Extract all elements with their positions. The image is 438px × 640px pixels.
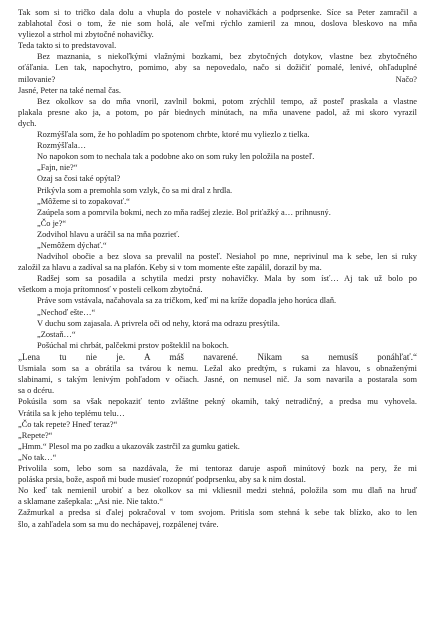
text-line: Tak som si to tričko dala dolu a vhupla do postele v nohavičkách a podprsenke. Síce sa Peter zamračil a [18, 8, 417, 17]
text-line: V duchu som zajasala. A privrela oči od nehy, ktorá ma odrazu presýtila. [37, 318, 280, 328]
text-line: „Hmm.“ Plesol ma po zadku a ukazovák zastrčil za gumku gatiek. [18, 441, 240, 451]
text-line: sa o dcéru. [18, 386, 55, 396]
text-line: a sklamane zašepkala: „Asi nie. Nie takto.“ [18, 497, 164, 507]
text-line: „Čo tak repete? Hneď teraz?“ [18, 419, 118, 429]
text-line: Jasné, Peter na také nemal čas. [18, 85, 122, 95]
text-line: Rozmýšľala… [37, 141, 86, 151]
text-line: „Lena tu nie je. A máš navarené. Nikam sa nemusíš ponáhľať.“ [18, 352, 417, 363]
text-line: „Môžeme si to zopakovať.“ [37, 196, 130, 206]
text-line: Bez okolkov sa do mňa vnoril, zavlnil bokmi, potom zrýchlil tempo, až posteľ praskala a vlastne [37, 96, 417, 106]
text-body [18, 7, 417, 530]
text-line: Bez maznania, s niekoľkými vlažnými bozkami, bez zbytočných dotykov, vlastne bez zbytočného [37, 52, 417, 62]
text-line: „Fajn, nie?“ [37, 163, 78, 173]
text-line: Nadvihol obočie a bez slova sa prevalil na posteľ. Nesiahol po mne, neprivinul ma k sebe, len si ruky [37, 252, 417, 262]
text-line: poláska prsia, bože, aspoň mi bude musieť rozopnúť podprsenku, aby sa k nim dostal. [18, 475, 306, 485]
text-line: No keď tak nemienil urobiť a bez okolkov sa mi vkliesnil medzi stehná, položila som mu dlaň na hruď [18, 486, 417, 496]
text-line: slabinami, s takým lenivým pohľadom v očiach. Jasné, on nemusel nič. Ja som navarila a postarala som [18, 375, 417, 385]
text-line: dych. [18, 118, 37, 128]
text-line: „No tak…“ [18, 452, 57, 462]
text-line: Teda takto si to predstavoval. [18, 41, 117, 51]
text-line: oťáľania. Len tak, napochytro, pomimo, aby sa nepovedalo, načo si dožičiť pomalé, lenivé, ohľaduplné [18, 63, 417, 73]
text-line: „Repete?“ [18, 430, 53, 440]
text-line: Vrátila sa k jeho teplému telu… [18, 408, 125, 418]
text-line: Pokúsila som sa však nepokaziť tento zvláštne pekný okamih, taký netradičný, a predsa mu vyhovela. [18, 397, 417, 407]
text-line: Zaúpela som a pomrvila bokmi, nech zo mňa radšej zlezie. Bol priťažký a… prihnusný. [37, 207, 331, 217]
text-line: „Nemôžem dýchať.“ [37, 240, 107, 250]
text-line: Zažmurkal a predsa si ďalej pokračoval v tom svojom. Pritisla som stehná k sebe tak blízko, ako to len [18, 508, 417, 518]
text-line: plakala presne ako ja, a potom, po pár biednych minútach, na mňa unavene padol, až mi skoro vyrazil [18, 107, 417, 117]
text-line: „Čo je?“ [37, 218, 67, 228]
text-line: všetkom a moja prítomnosť v posteli celkom zbytočná. [18, 285, 203, 295]
text-line: vyliezol a strhol mi zbytočné nohavičky. [18, 30, 154, 40]
text-line [18, 74, 417, 85]
text-line: Práve som vstávala, načahovala sa za tričkom, keď mi na kríže dopadla jeho horúca dlaň. [37, 296, 337, 306]
text-line: No napokon som to nechala tak a podobne ako on som ruky len položila na posteľ. [37, 152, 315, 162]
text-line: Radšej som sa posadila a schytila medzi prsty nohavičky. Mala by som ísť… Aj tak už bolo po [37, 274, 417, 284]
text-line-left: milovanie? [18, 74, 56, 84]
text-line: Zodvihol hlavu a uráčil sa na mňa pozrieť. [37, 229, 180, 239]
text-line: Privolila som, lebo som sa nazdávala, že mi tentoraz daruje aspoň minútový bozk na pery, že mi [18, 464, 417, 474]
text-line: Ozaj sa čosi také opýtal? [37, 174, 121, 184]
text-line: zablahotal čosi o tom, že nie som holá, ale veľmi rýchlo zamieril za mnou, doslova bleskovo na mňa [18, 19, 417, 29]
text-line: založil za hlavu a zadíval sa na plafón. Keby si v tom momente ešte zapálil, dorazil by ma. [18, 263, 322, 273]
text-line: „Nechoď ešte…“ [37, 307, 96, 317]
text-line: Usmiala som sa a obrátila sa tvárou k nemu. Ležal ako predtým, s rukami za hlavou, s obnaženými [18, 364, 417, 374]
text-line: „Zostaň…“ [37, 329, 76, 339]
text-line: Pošúchal mi chrbát, palčekmi prstov pošteklil na bokoch. [37, 340, 229, 350]
text-line: šlo, a zahľadela som sa mu do nechápavej, rozpálenej tváre. [18, 519, 219, 529]
text-line: Prikývla som a premohla som vzlyk, čo sa mi dral z hrdla. [37, 185, 233, 195]
text-line-right: Načo? [395, 74, 417, 84]
text-line: Rozmýšľala som, že ho pohladím po spotenom chrbte, ktoré mu vyliezlo z tielka. [37, 130, 310, 140]
